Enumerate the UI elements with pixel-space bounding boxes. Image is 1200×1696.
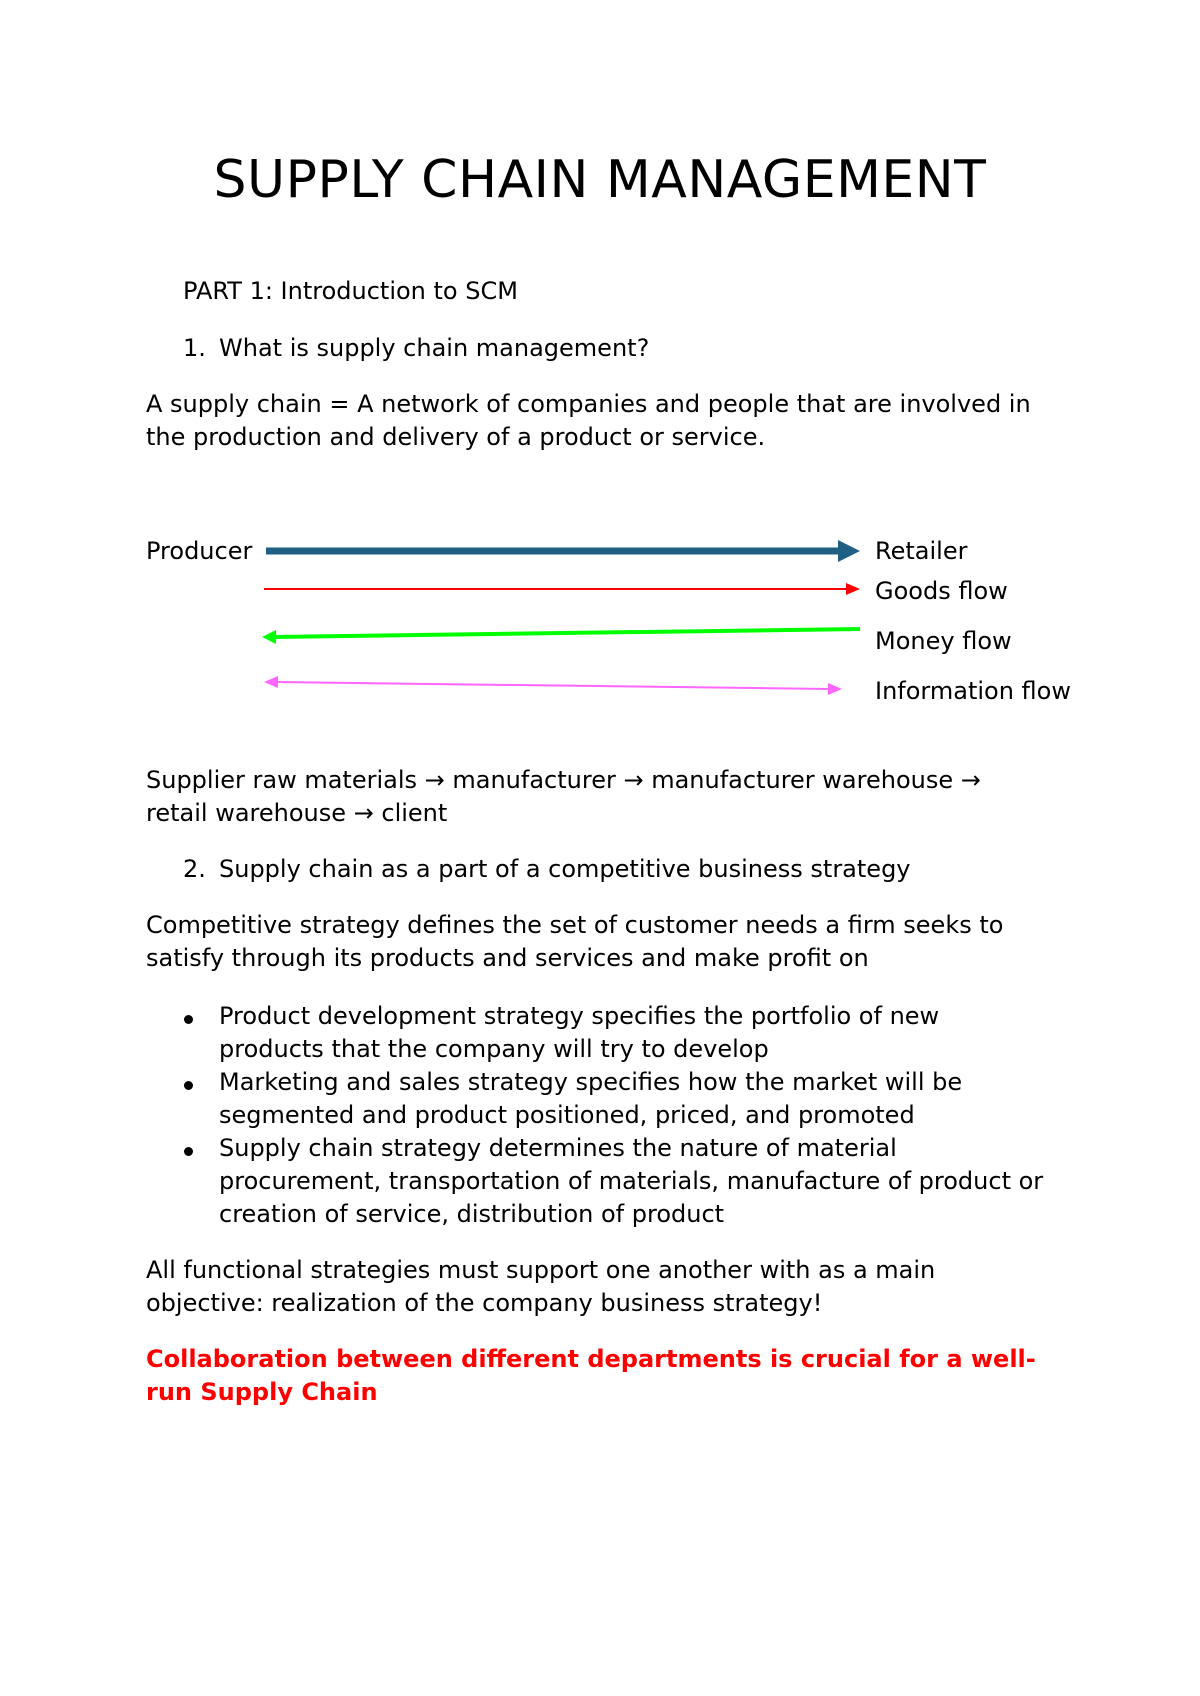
section-2-number: 2. — [183, 855, 206, 883]
diagram-money-flow-label: Money flow — [875, 627, 1012, 655]
bullet-icon — [184, 1081, 193, 1090]
conclusion-line-1: All functional strategies must support one another with as a main — [146, 1256, 936, 1284]
information-flow-left-arrowhead — [264, 676, 278, 688]
flow-diagram — [0, 0, 1200, 760]
money-flow-arrow-line — [274, 629, 860, 637]
competitive-strategy-line-1: Competitive strategy defines the set of customer needs a firm seeks to — [146, 911, 1004, 939]
bullet-1-line-1: Product development strategy specifies the portfolio of new — [219, 1002, 940, 1030]
bullet-3-line-3: creation of service, distribution of product — [219, 1200, 725, 1228]
bullet-icon — [184, 1015, 193, 1024]
bullet-3-line-1: Supply chain strategy determines the nature of material — [219, 1134, 897, 1162]
chain-line-2: retail warehouse → client — [146, 799, 448, 827]
chain-line-1: Supplier raw materials → manufacturer → manufacturer warehouse → — [146, 766, 981, 794]
conclusion-line-2: objective: realization of the company business strategy! — [146, 1289, 823, 1317]
competitive-strategy-line-2: satisfy through its products and services and make profit on — [146, 944, 869, 972]
bullet-2-line-1: Marketing and sales strategy specifies how the market will be — [219, 1068, 963, 1096]
diagram-producer-label: Producer — [146, 537, 253, 565]
section-1-heading: What is supply chain management? — [219, 334, 650, 362]
diagram-retailer-label: Retailer — [875, 537, 968, 565]
section-1-number: 1. — [183, 334, 206, 362]
diagram-goods-flow-label: Goods flow — [875, 577, 1008, 605]
bullet-2-line-2: segmented and product positioned, priced, and promoted — [219, 1101, 915, 1129]
definition-line-1: A supply chain = A network of companies and people that are involved in — [146, 390, 1031, 418]
document-title: SUPPLY CHAIN MANAGEMENT — [213, 150, 987, 210]
emphasis-line-2: run Supply Chain — [146, 1378, 378, 1406]
information-flow-right-arrowhead — [828, 683, 842, 695]
part-heading: PART 1: Introduction to SCM — [183, 277, 518, 305]
bullet-3-line-2: procurement, transportation of materials, manufacture of product or — [219, 1167, 1044, 1195]
definition-line-2: the production and delivery of a product or service. — [146, 423, 766, 451]
section-2-heading: Supply chain as a part of a competitive business strategy — [219, 855, 911, 883]
bullet-1-line-2: products that the company will try to develop — [219, 1035, 769, 1063]
information-flow-arrow-line — [276, 682, 830, 689]
producer-retailer-arrowhead — [838, 540, 860, 562]
bullet-icon — [184, 1147, 193, 1156]
money-flow-arrowhead — [262, 630, 276, 644]
goods-flow-arrowhead — [846, 583, 860, 595]
emphasis-line-1: Collaboration between different departments is crucial for a well- — [146, 1345, 1036, 1373]
diagram-information-flow-label: Information flow — [875, 677, 1071, 705]
